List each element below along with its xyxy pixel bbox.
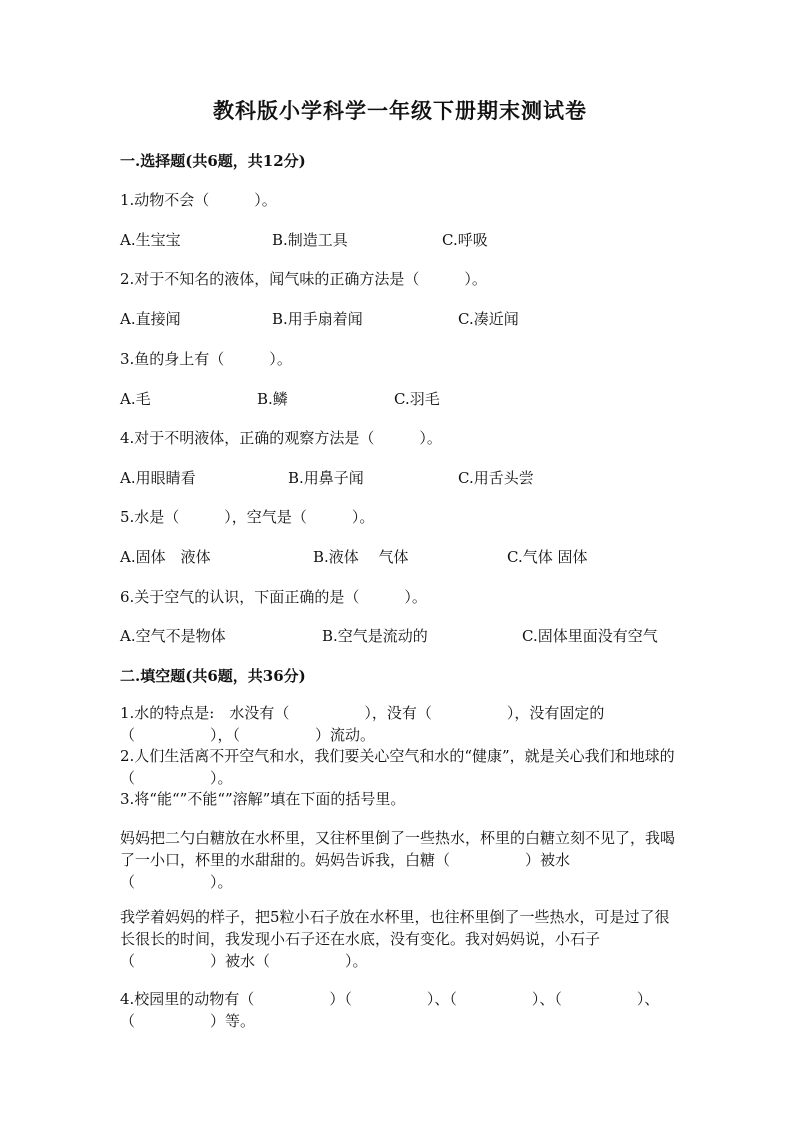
question-stem: 6.关于空气的认识，下面正确的是（ ）。	[120, 588, 427, 606]
question-stem: 3.鱼的身上有（ ）。	[120, 350, 292, 368]
page-title: 教科版小学科学一年级下册期末测试卷	[213, 98, 587, 123]
option-b: B.用手扇着闻	[272, 310, 363, 328]
option-a: A.固体 液体	[120, 548, 211, 566]
option-c: C.固体里面没有空气	[522, 627, 658, 645]
question-stem: 1.动物不会（ ）。	[120, 191, 277, 209]
fill-paragraph: 我学着妈妈的样子，把5粒小石子放在水杯里，也往杯里倒了一些热水，可是过了很长很长的时间，我发现小石子还在水底，没有变化。我对妈妈说，小石子（ ）被水（ ）。	[120, 908, 670, 970]
option-c: C.羽毛	[394, 390, 440, 408]
option-c: C.凑近闻	[458, 310, 519, 328]
option-a: A.用眼睛看	[120, 469, 196, 487]
option-b: B.液体 气体	[313, 548, 409, 566]
question-stem: 4.对于不明液体，正确的观察方法是（ ）。	[120, 429, 442, 447]
option-a: A.直接闻	[120, 310, 181, 328]
option-a: A.毛	[120, 390, 151, 408]
option-c: C.呼吸	[442, 231, 488, 249]
question-stem: 5.水是（ ），空气是（ ）。	[120, 508, 375, 526]
option-c: C.气体 固体	[507, 548, 588, 566]
section-heading-fill: 二.填空题(共6题，共36分)	[120, 667, 306, 685]
option-a: A.生宝宝	[120, 231, 181, 249]
fill-item: 2.人们生活离不开空气和水，我们要关心空气和水的“健康”，就是关心我们和地球的（ ）。	[120, 747, 675, 787]
question-stem: 2.对于不知名的液体，闻气味的正确方法是（ ）。	[120, 270, 487, 288]
section-heading-choice: 一.选择题(共6题，共12分)	[120, 152, 306, 170]
option-c: C.用舌头尝	[458, 469, 534, 487]
fill-item: 3.将“能“”不能“”溶解”填在下面的括号里。	[120, 790, 406, 808]
fill-item: 4.校园里的动物有（ ）（ ）、（ ）、（ ）、（ ）等。	[120, 990, 660, 1030]
fill-item: 1.水的特点是: 水没有（ ），没有（ ），没有固定的（ ），（ ）流动。	[120, 704, 605, 744]
fill-paragraph: 妈妈把二勺白糖放在水杯里，又往杯里倒了一些热水，杯里的白糖立刻不见了，我喝了一小口，杯里的水甜甜的。妈妈告诉我，白糖（ ）被水（ ）。	[120, 829, 676, 891]
option-b: B.鳞	[257, 390, 288, 408]
option-b: B.制造工具	[272, 231, 348, 249]
option-b: B.空气是流动的	[322, 627, 428, 645]
option-b: B.用鼻子闻	[288, 469, 364, 487]
option-a: A.空气不是物体	[120, 627, 226, 645]
